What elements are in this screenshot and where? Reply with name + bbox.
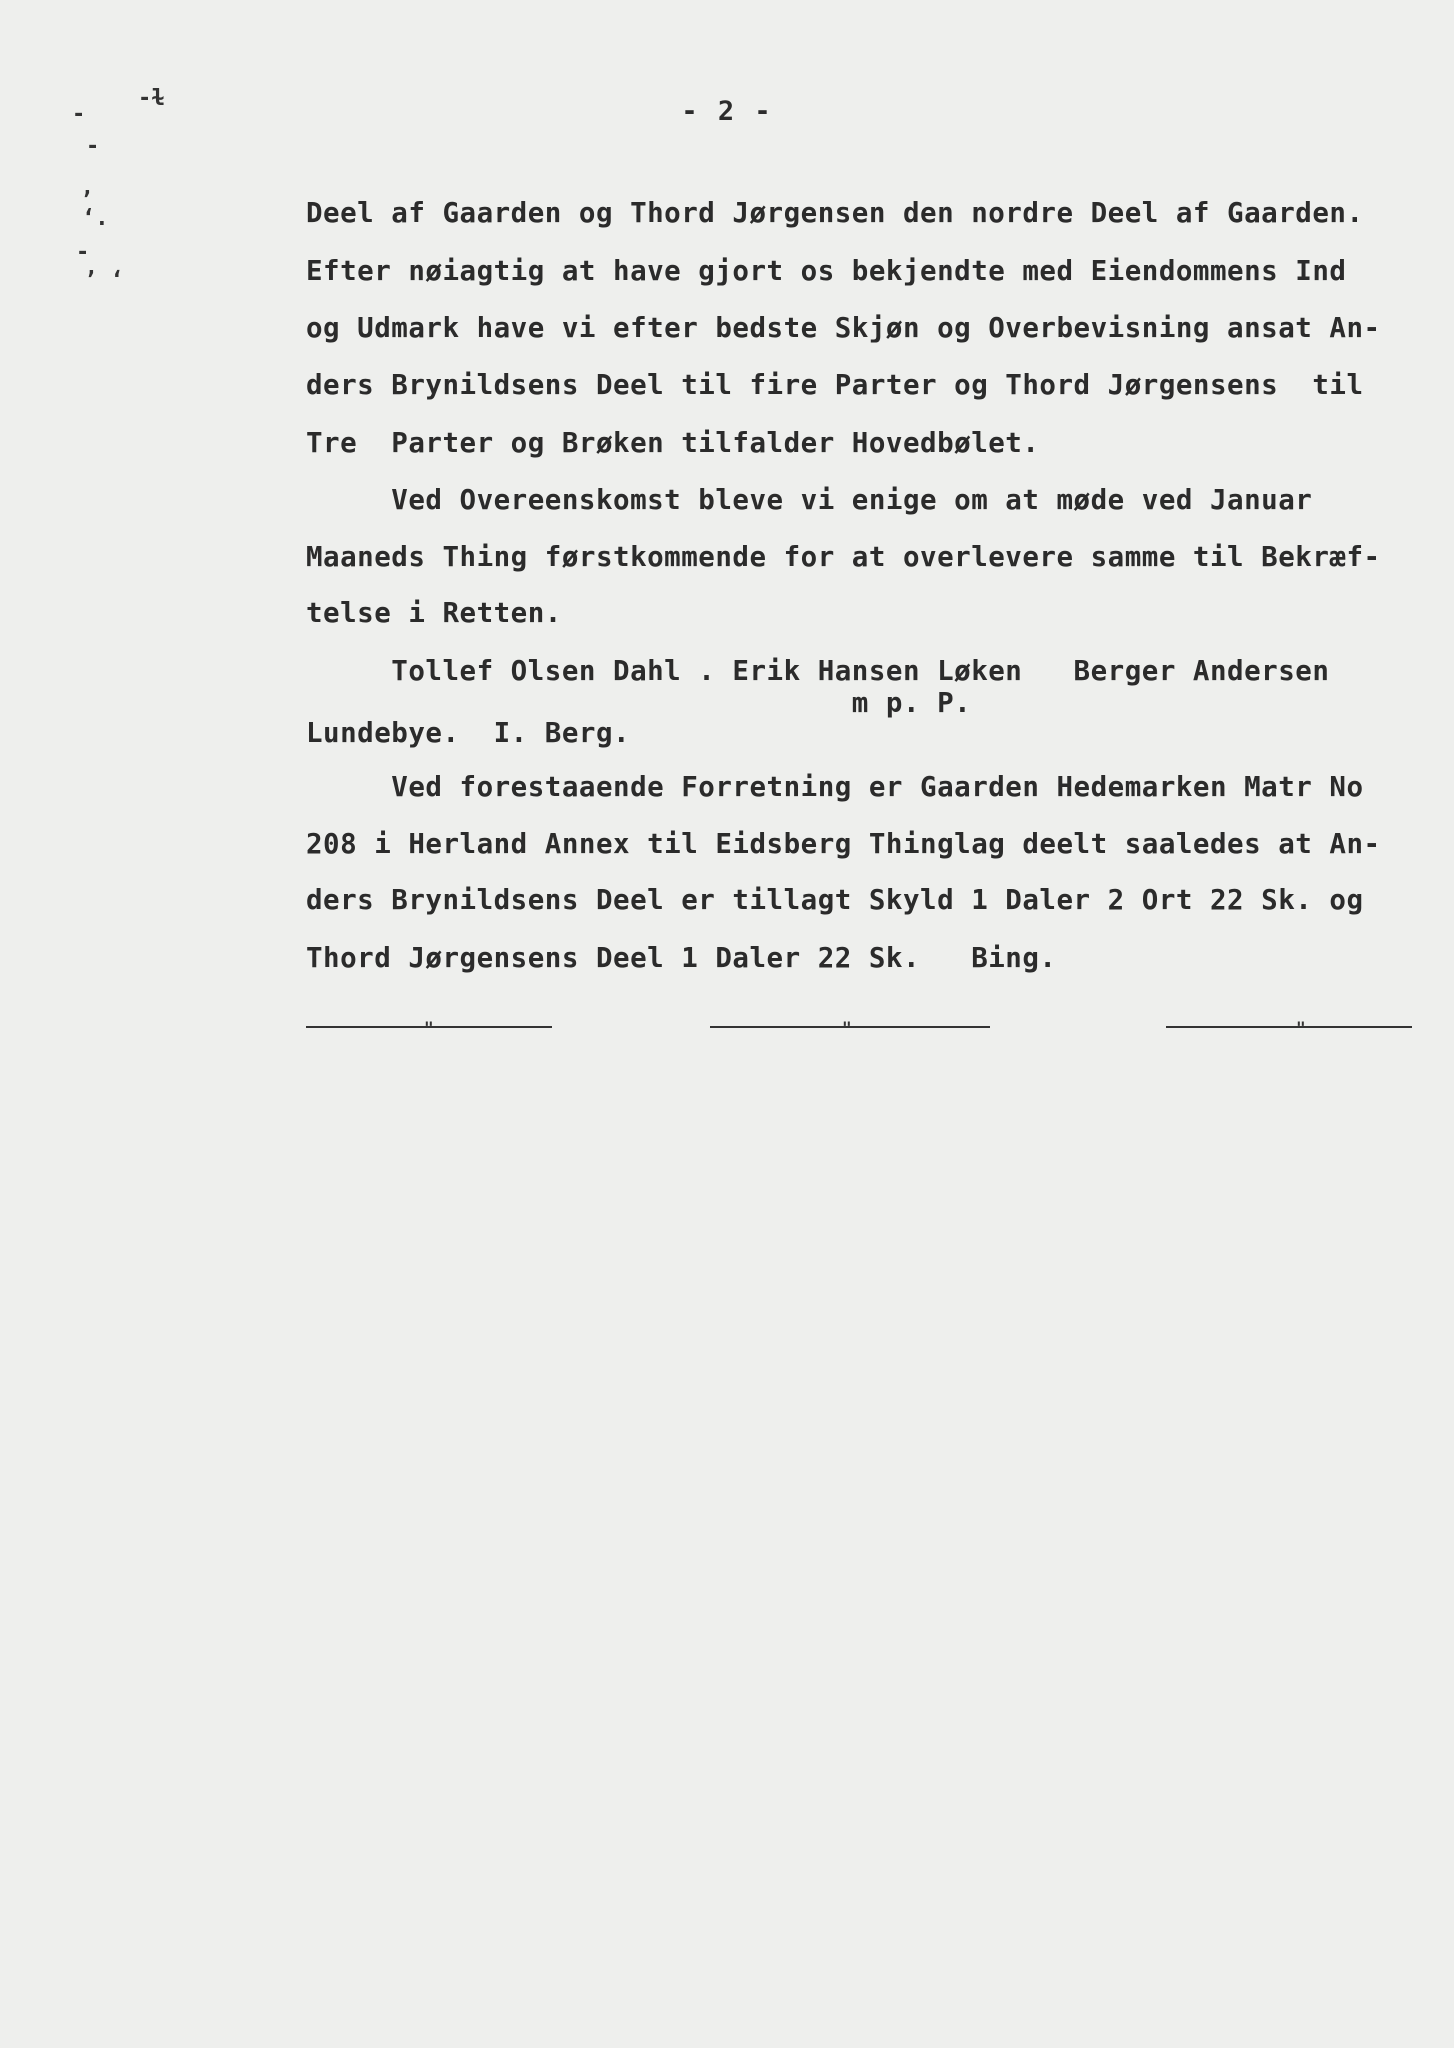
margin-mark: ’ ʻ bbox=[84, 268, 124, 293]
signature-line: m p. P. bbox=[306, 687, 972, 719]
signature-line: Lundebye. I. Berg. bbox=[306, 717, 631, 749]
page-number: - 2 - bbox=[681, 96, 773, 127]
text-line: Deel af Gaarden og Thord Jørgensen den nordre Deel af Gaarden. bbox=[306, 197, 1364, 229]
text-line: Maaneds Thing førstkommende for at overlevere samme til Bekræf- bbox=[306, 541, 1381, 573]
text-line: 208 i Herland Annex til Eidsberg Thinglag deelt saaledes at An- bbox=[306, 828, 1381, 860]
margin-mark: - bbox=[72, 102, 86, 127]
margin-mark: ‘. bbox=[82, 206, 109, 231]
ditto-mark: " bbox=[1296, 1018, 1306, 1037]
margin-mark: - bbox=[76, 240, 90, 265]
text-line: telse i Retten. bbox=[306, 597, 562, 629]
text-line: Efter nøiagtig at have gjort os bekjendte med Eiendommens Ind bbox=[306, 255, 1347, 287]
margin-mark: - bbox=[86, 134, 100, 159]
text-line: Thord Jørgensens Deel 1 Daler 22 Sk. Bing. bbox=[306, 942, 1057, 974]
text-line: og Udmark have vi efter bedste Skjøn og Overbevisning ansat An- bbox=[306, 312, 1381, 344]
ditto-mark: " bbox=[424, 1018, 434, 1037]
text-line: ders Brynildsens Deel til fire Parter og Thord Jørgensens til bbox=[306, 369, 1364, 401]
text-line: ders Brynildsens Deel er tillagt Skyld 1 Daler 2 Ort 22 Sk. og bbox=[306, 884, 1364, 916]
margin-marks bbox=[68, 80, 188, 320]
text-line: Tre Parter og Brøken tilfalder Hovedbølet. bbox=[306, 427, 1040, 459]
ditto-mark: " bbox=[842, 1018, 852, 1037]
margin-mark: -ɫ bbox=[138, 86, 165, 111]
signature-line: Tollef Olsen Dahl . Erik Hansen Løken Berger Andersen bbox=[306, 655, 1330, 687]
margin-mark: ’ bbox=[80, 188, 94, 213]
text-line: Ved Overeenskomst bleve vi enige om at møde ved Januar bbox=[306, 484, 1313, 516]
text-line: Ved forestaaende Forretning er Gaarden Hedemarken Matr No bbox=[306, 771, 1364, 803]
signature-rule bbox=[1166, 1026, 1412, 1028]
